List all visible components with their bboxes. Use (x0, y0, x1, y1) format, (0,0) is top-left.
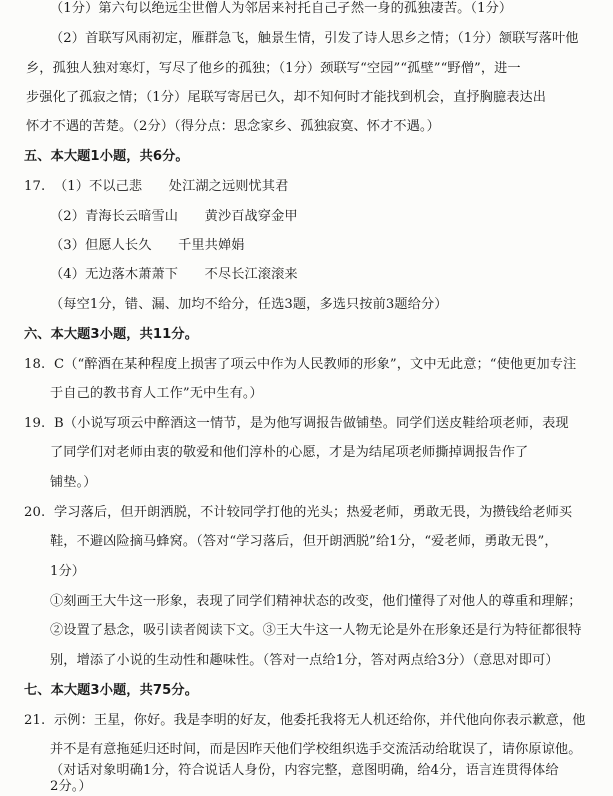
answer-text: 学习落后，但开朗洒脱，不计较同学打他的光头；热爱老师，勇敢无畏，为攒钱给老师买 (54, 505, 573, 520)
question-18 (24, 356, 576, 374)
text-line: 乡，孤独人独对寒灯，写尽了他乡的孤独；（1分）颈联写“空园”“孤壁”“野僧”，进一 (26, 61, 521, 76)
question-number: 17. (24, 179, 46, 194)
text-line: 步强化了孤寂之情；（1分）尾联写寄居已久，却不知何时才能找到机会，直抒胸臆表达出 (26, 90, 547, 105)
question-number: 21. (24, 713, 46, 728)
section-heading: 六、本大题3小题，共11分。 (24, 327, 198, 342)
text-line: 鞋，不避凶险摘马蜂窝。（答对“学习落后，但开朗洒脱”给1分，“爱老师，勇敢无畏”， (50, 534, 558, 549)
text-line: ①刻画王大牛这一形象，表现了同学们精神状态的改变，他们懂得了对他人的尊重和理解； (50, 594, 582, 609)
question-19 (24, 415, 569, 433)
text-line: 铺垫。） (50, 475, 97, 490)
scoring-note: 2分。） (50, 779, 92, 794)
question-number: 18. (24, 357, 46, 372)
text-line: 怀才不遇的苦楚。（2分）（得分点：思念家乡、孤独寂寞、怀才不遇。） (26, 119, 440, 134)
text-line: 别，增添了小说的生动性和趣味性。（答对一点给1分，答对两点给3分）（意思对即可） (50, 653, 559, 668)
section-heading: 五、本大题1小题，共6分。 (24, 149, 189, 164)
text-line: ②设置了悬念，吸引读者阅读下文。③王大牛这一人物无论是外在形象还是行为特征都很特 (50, 623, 582, 638)
section-heading: 七、本大题3小题，共75分。 (24, 683, 198, 698)
question-21 (24, 712, 586, 730)
text-line: （1分）第六句以绝远尘世僧人为邻居来衬托自己孑然一身的孤独凄苦。（1分） (50, 1, 513, 16)
question-number: 20. (24, 505, 46, 520)
answer-item: （4）无边落木萧萧下 不尽长江滚滚来 (50, 267, 298, 282)
scoring-note: （每空1分，错、漏、加均不给分，任选3题，多选只按前3题给分） (50, 297, 448, 312)
text-line: 于自己的教书育人工作”无中生有。） (50, 386, 263, 401)
answer-text: B（小说写项云中醉酒这一情节，是为他写调报告做铺垫。同学们送皮鞋给项老师，表现 (54, 416, 569, 431)
answer-item: （2）青海长云暗雪山 黄沙百战穿金甲 (50, 209, 298, 224)
scoring-note: （对话对象明确1分，符合说话人身份，内容完整，意图明确，给4分，语言连贯得体给 (50, 763, 559, 778)
text-line: 了同学们对老师由衷的敬爱和他们淳朴的心愿，才是为结尾项老师撕掉调报告作了 (50, 445, 529, 460)
answer-text: 示例：王星，你好。我是李明的好友，他委托我将无人机还给你，并代他向你表示歉意，他 (54, 713, 586, 728)
text-line: 1分） (50, 564, 86, 579)
answer-text: C（“醉酒在某种程度上损害了项云中作为人民教师的形象”，文中无此意；“使他更加专注 (54, 357, 577, 372)
question-number: 19. (24, 416, 46, 431)
question-17 (24, 178, 288, 196)
answer-item: （1）不以己悲 处江湖之远则忧其君 (54, 179, 289, 194)
text-line: 并不是有意拖延归还时间，而是因昨天他们学校组织选手交流活动给耽误了，请你原谅他。 (50, 742, 582, 757)
question-20 (24, 504, 572, 522)
answer-item: （3）但愿人长久 千里共婵娟 (50, 238, 245, 253)
text-line: （2）首联写风雨初定，雁群急飞，触景生情，引发了诗人思乡之情；（1分）颔联写落叶他 (50, 31, 579, 46)
